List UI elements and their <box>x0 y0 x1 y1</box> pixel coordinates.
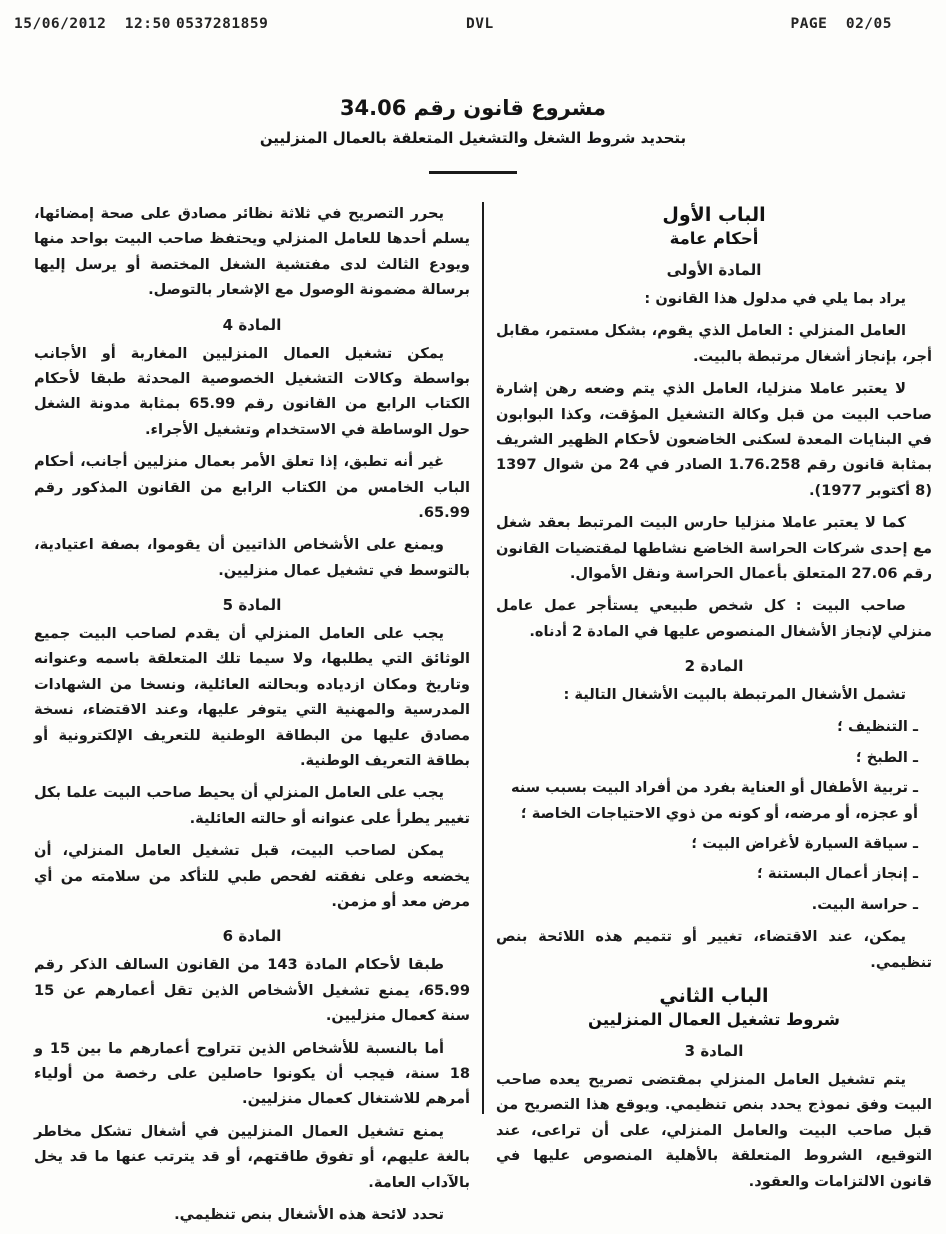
section-heading: شروط تشغيل العمال المنزليين <box>587 1009 841 1029</box>
paragraph: يمكن، عند الاقتضاء، تغيير أو تتميم هذه اللائحة بنص تنظيمي. <box>496 928 932 971</box>
paragraph: تشمل الأشغال المرتبطة بالبيت الأشغال التالية : <box>563 686 906 704</box>
article-heading: المادة 3 <box>684 1041 744 1060</box>
paragraph: كما لا يعتبر عاملا منزليا حارس البيت المرتبط بعقد شغل مع إحدى شركات الحراسة الخاضع نشاطها لمقتضيات القانون رقم 27.06 المتعلق بأعمال الحراسة ونقل الأموال. <box>496 514 932 582</box>
fax-header <box>0 16 946 40</box>
section-heading: أحكام عامة <box>669 229 759 248</box>
paragraph: يمكن تشغيل العمال المنزليين المغاربة أو الأجانب بواسطة وكالات التشغيل الخصوصية المحدثة طبقا لأحكام الكتاب الرابع من القانون رقم 65.99 بمثابة مدونة الشغل حول الوساطة في الاستخدام وتشغيل الأجراء. <box>34 344 470 438</box>
article-heading: المادة 4 <box>222 315 282 334</box>
paragraph: يتم تشغيل العامل المنزلي بمقتضى تصريح يعده صاحب البيت وفق نموذج يحدد بنص تنظيمي. ويوقع هذا التصريح من قبل صاحب البيت والعامل المنزلي، على أن تراعى، عند التوقيع، الشروط المتعلقة بالأهلية المنصوص عليها في قانون الالتزامات والعقود. <box>496 1070 932 1190</box>
paragraph: ويمنع على الأشخاص الذاتيين أن يقوموا، بصفة اعتيادية، بالتوسط في تشغيل عمال منزليين. <box>34 536 470 579</box>
article-heading: المادة 2 <box>684 657 744 676</box>
law-subtitle: بتحديد شروط الشغل والتشغيل المتعلقة بالعمال المنزليين <box>259 129 687 147</box>
paragraph: صاحب البيت : كل شخص طبيعي يستأجر عمل عامل منزلي لإنجاز الأشغال المنصوص عليها في المادة 2 أدناه. <box>496 597 932 640</box>
paragraph: يحرر التصريح في ثلاثة نظائر مصادق على صحة إمضائها، يسلم أحدها للعامل المنزلي ويحتفظ صاحب البيت بواحد منها ويودع الثالث لدى مفتشية الشغل المختصة أو يرسل إليها برسالة مضمونة الوصول مع الإشعار بالتوصل. <box>34 205 470 299</box>
fax-page-indicator: PAGE 02/05 <box>790 16 892 32</box>
paragraph: يراد بما يلي في مدلول هذا القانون : <box>644 290 906 307</box>
paragraph: يمنع تشغيل العمال المنزليين في أشغال تشكل مخاطر بالغة عليهم، أو تفوق طاقتهم، أو قد يترتب عنها ما قد يخل بالآداب العامة. <box>34 1122 470 1191</box>
chapter-heading: الباب الأول <box>662 204 766 226</box>
paragraph: يجب على العامل المنزلي أن يقدم لصاحب البيت جميع الوثائق التي يطلبها، ولا سيما تلك المتعلقة باسمه وعنوانه وتاريخ ومكان ازدياده وبحالته العائلية، ونسخا من الشهادات المدرسية والمهنية التي يتوفر عليها، وعند الاقتضاء، نسخة مصادق عليها من البطاقة الوطنية للتعريف الإلكترونية أو بطاقة التعريف الوطنية. <box>34 625 470 770</box>
paragraph: العامل المنزلي : العامل الذي يقوم، بشكل مستمر، مقابل أجر، بإنجاز أشغال مرتبطة بالبيت. <box>496 322 932 365</box>
paragraph: غير أنه تطبق، إذا تعلق الأمر بعمال منزليين أجانب، أحكام الباب الخامس من الكتاب الرابع من القانون المذكور رقم 65.99. <box>34 453 470 521</box>
paragraph: طبقا لأحكام المادة 143 من القانون السالف الذكر رقم 65.99، يمنع تشغيل الأشخاص الذين تقل أعمارهم عن 15 سنة كعمال منزليين. <box>34 956 470 1025</box>
fax-number: 0537281859 <box>176 16 269 32</box>
fax-datetime: 15/06/2012 12:50 <box>14 16 171 32</box>
fax-sender: DVL <box>466 16 494 32</box>
article-heading: المادة الأولى <box>666 261 762 279</box>
list-item: ـ سياقة السيارة لأغراض البيت ؛ <box>691 835 918 853</box>
title-rule <box>429 171 517 174</box>
list-item: ـ إنجاز أعمال البستنة ؛ <box>757 865 918 883</box>
chapter-heading: الباب الثاني <box>659 984 769 1007</box>
paragraph: يمكن لصاحب البيت، قبل تشغيل العامل المنزلي، أن يخضعه وعلى نفقته لفحص طبي للتأكد من سلامته من أي مرض معد أو مزمن. <box>34 842 470 910</box>
article-heading: المادة 5 <box>222 596 282 615</box>
list-item: ـ تربية الأطفال أو العناية بفرد من أفراد البيت بسبب سنه أو عجزه، أو مرضه، أو كونه من ذوي الاحتياجات الخاصة ؛ <box>510 779 918 822</box>
law-title: مشروع قانون رقم 34.06 <box>339 96 607 120</box>
paragraph: تحدد لائحة هذه الأشغال بنص تنظيمي. <box>174 1205 444 1223</box>
list-item: ـ التنظيف ؛ <box>837 718 918 736</box>
list-item: ـ الطبخ ؛ <box>855 748 918 766</box>
paragraph: لا يعتبر عاملا منزليا، العامل الذي يتم وضعه رهن إشارة صاحب البيت من قبل وكالة التشغيل المؤقت، وكذا البوابون في البنايات المعدة لسكنى الخاضعون لأحكام الظهير الشريف بمثابة قانون رقم 1.76.258 الصادر في 24 من شوال 1397 (8 أكتوبر 1977). <box>496 380 932 499</box>
left-column <box>34 194 480 1234</box>
paragraph: يجب على العامل المنزلي أن يحيط صاحب البيت علما بكل تغيير يطرأ على عنوانه أو حالته العائلية. <box>34 784 470 827</box>
document-columns <box>0 194 946 1234</box>
article-heading: المادة 6 <box>222 927 282 946</box>
column-divider <box>482 202 484 1114</box>
right-column <box>486 194 932 1234</box>
paragraph: أما بالنسبة للأشخاص الذين تتراوح أعمارهم ما بين 15 و 18 سنة، فيجب أن يكونوا حاصلين على رخصة من أولياء أمرهم للاشتغال كعمال منزليين. <box>34 1039 470 1108</box>
list-item: ـ حراسة البيت. <box>811 895 918 913</box>
